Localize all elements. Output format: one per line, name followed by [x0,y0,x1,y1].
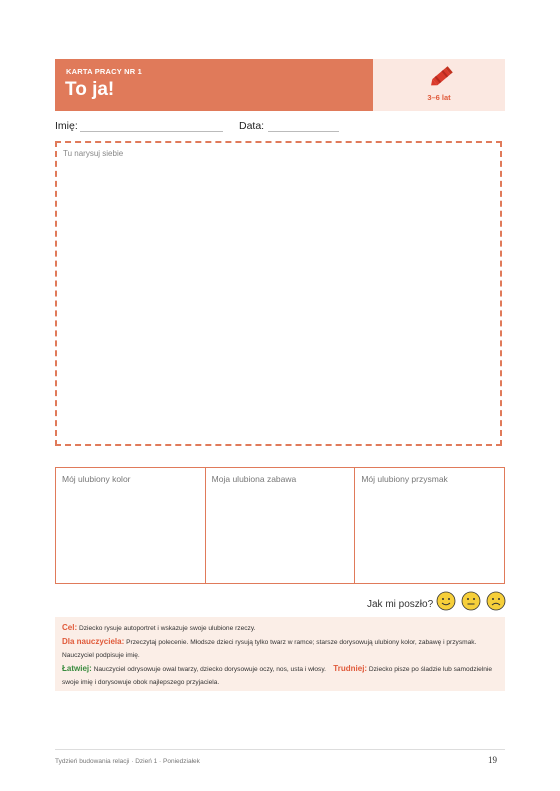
name-label: Imię: [55,120,78,132]
page-number: 19 [488,755,497,765]
sad-face-icon[interactable] [486,591,506,611]
favorite-color-label: Mój ulubiony kolor [62,474,131,484]
age-badge [373,59,505,111]
harder-label: Trudniej: [333,664,368,673]
goal-text: Dziecko rysuje autoportret i wskazuje swoje ulubione rzeczy. [78,625,256,632]
teacher-text: Przeczytaj polecenie. Młodsze dzieci rysują tylko twarz w ramce; starsze dorysowują ulubiony kolor, zabawę i przysmak. Nauczyciel podpisuje imię. [62,639,477,659]
worksheet-header [55,59,505,111]
happy-face-icon[interactable] [436,591,456,611]
teacher-line [62,635,498,662]
date-label: Data: [239,120,265,132]
favorite-color-box[interactable] [56,468,206,583]
favorite-game-label: Moja ulubiona zabawa [211,474,297,484]
variants-line [62,662,498,689]
footer-divider [55,749,505,750]
easier-label: Łatwiej: [62,664,92,673]
teacher-notes [55,617,505,691]
footer-text: Tydzień budowania relacji · Dzień 1 · Poniedziałek [55,758,200,765]
goal-line [62,621,498,635]
goal-label: Cel: [62,623,78,632]
neutral-face-icon[interactable] [461,591,481,611]
date-field[interactable] [268,131,339,132]
favorite-snack-box[interactable] [355,468,504,583]
self-portrait-box[interactable] [55,141,502,446]
crayon-icon [426,63,456,91]
age-range: 3–6 lat [427,93,451,102]
favorite-snack-label: Mój ulubiony przysmak [361,474,448,484]
easier-text: Nauczyciel odrysowuje owal twarzy, dziecko dorysowuje oczy, nos, usta i włosy. [93,666,326,673]
feedback-question: Jak mi poszło? [367,599,434,610]
harder-text: Dziecko pisze po śladzie lub samodzielnie swoje imię i dorysowuje obok najlepszego przyjaciela. [62,666,493,686]
favorite-game-box[interactable] [206,468,356,583]
draw-box-label: Tu narysuj siebie [63,149,124,158]
teacher-label: Dla nauczyciela: [62,637,125,646]
name-field[interactable] [80,131,223,132]
card-label: KARTA PRACY NR 1 [66,67,142,76]
header-title-area [55,59,373,111]
page-title: To ja! [65,79,115,100]
favorites-grid [55,467,505,584]
